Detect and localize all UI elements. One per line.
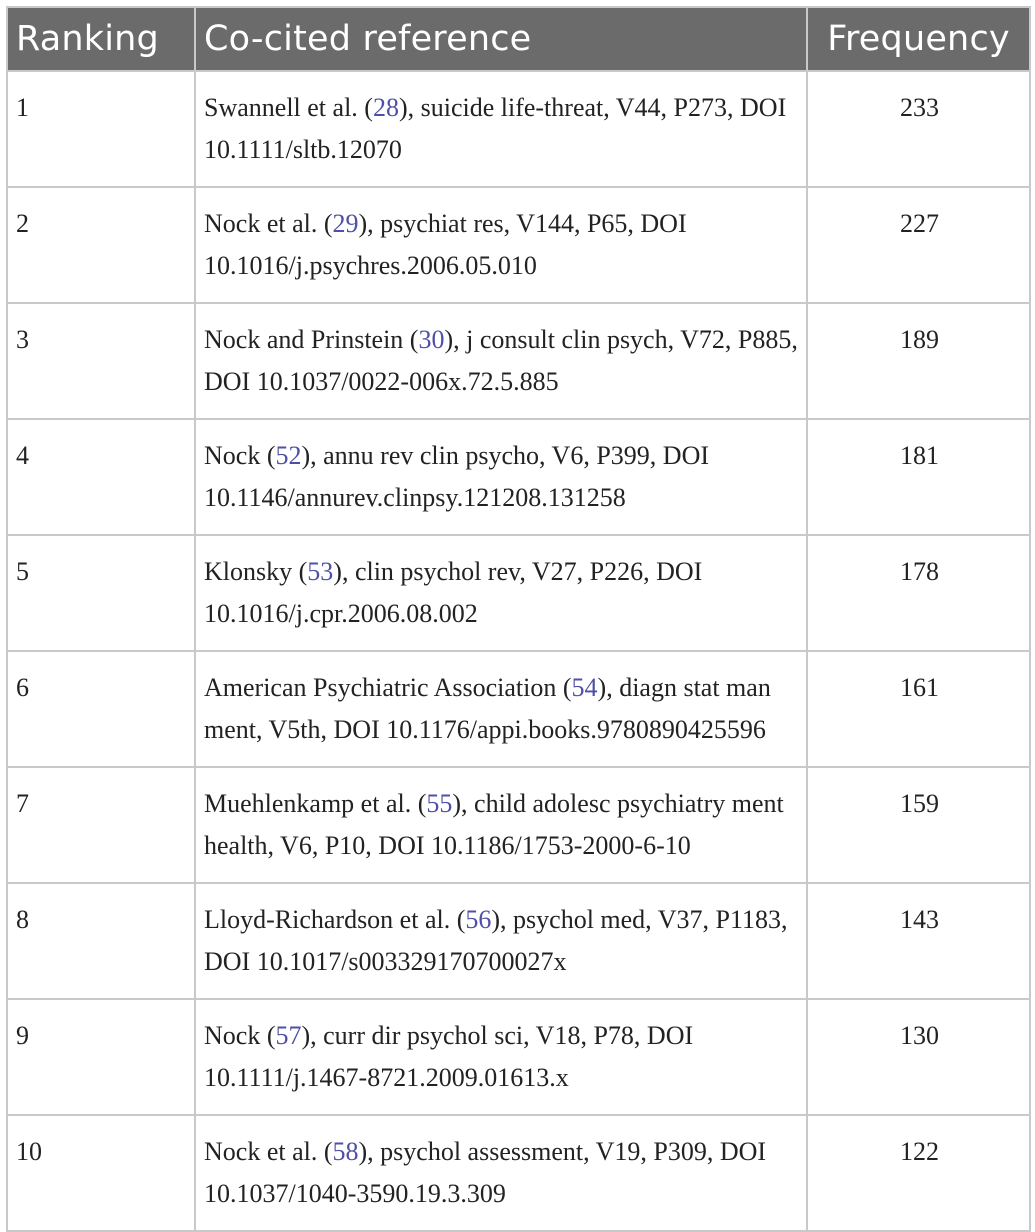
reference-text: ), diagn stat man ment, V5th, DOI 10.1176/appi.books.9780890425596: [204, 673, 771, 744]
reference-cell: [195, 535, 807, 651]
citation-link[interactable]: 55: [426, 789, 453, 818]
reference-cell: [195, 303, 807, 419]
table-row: [7, 651, 1030, 767]
frequency-cell: 122: [807, 1115, 1030, 1231]
table-row: [7, 767, 1030, 883]
header-co-cited-reference: Co-cited reference: [195, 7, 807, 71]
table-row: [7, 187, 1030, 303]
reference-text: Muehlenkamp et al. (: [204, 789, 427, 818]
reference-text: ), suicide life-threat, V44, P273, DOI 10.1111/sltb.12070: [204, 93, 787, 164]
reference-text: Nock et al. (: [204, 1137, 333, 1166]
reference-text: Lloyd-Richardson et al. (: [204, 905, 466, 934]
citation-link[interactable]: 52: [275, 441, 302, 470]
ranking-cell: 9: [7, 999, 195, 1115]
ranking-cell: 4: [7, 419, 195, 535]
citation-link[interactable]: 57: [275, 1021, 302, 1050]
citation-link[interactable]: 53: [307, 557, 334, 586]
reference-cell: [195, 419, 807, 535]
frequency-cell: 161: [807, 651, 1030, 767]
citation-link[interactable]: 56: [465, 905, 492, 934]
frequency-cell: 178: [807, 535, 1030, 651]
header-frequency: Frequency: [807, 7, 1030, 71]
table-row: [7, 303, 1030, 419]
reference-text: ), j consult clin psych, V72, P885, DOI 10.1037/0022-006x.72.5.885: [204, 325, 798, 396]
ranking-cell: 3: [7, 303, 195, 419]
citation-link[interactable]: 54: [571, 673, 598, 702]
ranking-cell: 5: [7, 535, 195, 651]
reference-cell: [195, 883, 807, 999]
reference-text: ), psychiat res, V144, P65, DOI 10.1016/j.psychres.2006.05.010: [204, 209, 687, 280]
ranking-cell: 10: [7, 1115, 195, 1231]
reference-text: Nock (: [204, 441, 276, 470]
frequency-cell: 143: [807, 883, 1030, 999]
reference-cell: [195, 1115, 807, 1231]
frequency-cell: 233: [807, 71, 1030, 187]
ranking-cell: 8: [7, 883, 195, 999]
citation-link[interactable]: 28: [372, 93, 399, 122]
reference-text: ), annu rev clin psycho, V6, P399, DOI 10.1146/annurev.clinpsy.121208.131258: [204, 441, 710, 512]
table-row: [7, 419, 1030, 535]
table-body: [7, 71, 1030, 1231]
table-row: [7, 883, 1030, 999]
reference-cell: [195, 187, 807, 303]
reference-cell: [195, 651, 807, 767]
reference-text: ), psychol assessment, V19, P309, DOI 10.1037/1040-3590.19.3.309: [204, 1137, 767, 1208]
frequency-cell: 159: [807, 767, 1030, 883]
reference-text: ), psychol med, V37, P1183, DOI 10.1017/s003329170700027x: [204, 905, 788, 976]
reference-text: Swannell et al. (: [204, 93, 373, 122]
ranking-cell: 1: [7, 71, 195, 187]
co-cited-references-table: [6, 6, 1031, 1232]
reference-text: Nock and Prinstein (: [204, 325, 419, 354]
reference-text: ), curr dir psychol sci, V18, P78, DOI 10.1111/j.1467-8721.2009.01613.x: [204, 1021, 694, 1092]
table-row: [7, 999, 1030, 1115]
ranking-cell: 2: [7, 187, 195, 303]
citation-link[interactable]: 58: [332, 1137, 359, 1166]
citation-link[interactable]: 30: [418, 325, 445, 354]
header-ranking: Ranking: [7, 7, 195, 71]
table-row: [7, 535, 1030, 651]
reference-cell: [195, 767, 807, 883]
frequency-cell: 189: [807, 303, 1030, 419]
reference-text: Klonsky (: [204, 557, 308, 586]
table-row: [7, 1115, 1030, 1231]
reference-cell: [195, 999, 807, 1115]
citation-link[interactable]: 29: [332, 209, 359, 238]
reference-text: Nock et al. (: [204, 209, 333, 238]
reference-text: Nock (: [204, 1021, 276, 1050]
reference-text: ), clin psychol rev, V27, P226, DOI 10.1016/j.cpr.2006.08.002: [204, 557, 703, 628]
reference-text: American Psychiatric Association (: [204, 673, 572, 702]
table-header-row: [7, 7, 1030, 71]
reference-cell: [195, 71, 807, 187]
frequency-cell: 130: [807, 999, 1030, 1115]
ranking-cell: 6: [7, 651, 195, 767]
frequency-cell: 227: [807, 187, 1030, 303]
table-row: [7, 71, 1030, 187]
ranking-cell: 7: [7, 767, 195, 883]
reference-text: ), child adolesc psychiatry ment health, V6, P10, DOI 10.1186/1753-2000-6-10: [204, 789, 784, 860]
frequency-cell: 181: [807, 419, 1030, 535]
